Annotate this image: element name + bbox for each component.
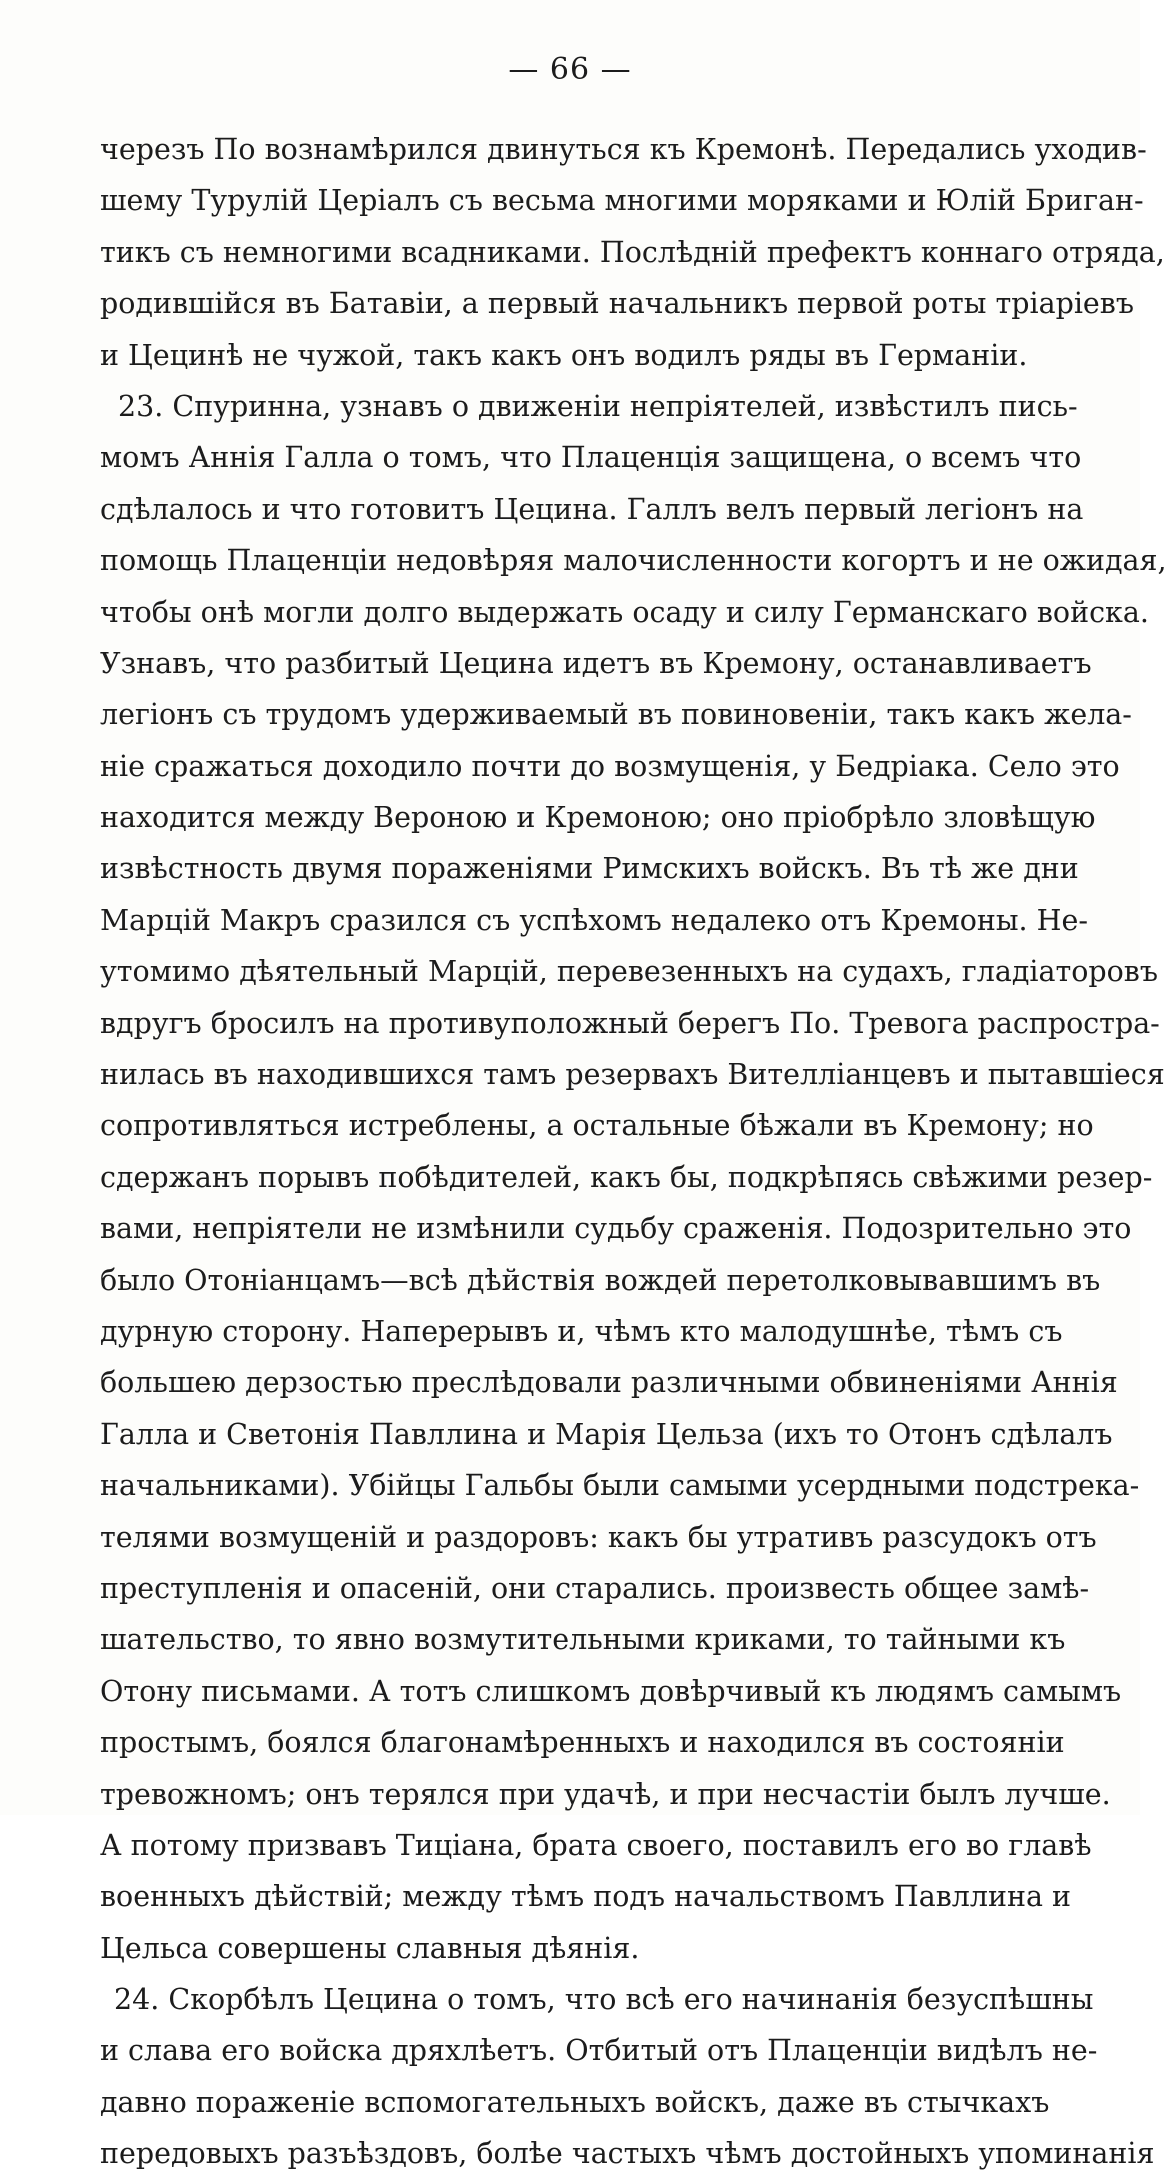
paragraph-23-start: 23. Спуринна, узнавъ о движеніи непріятелей, извѣстилъ пись- bbox=[118, 389, 1078, 423]
text-line: передовыхъ разъѣздовъ, болѣе частыхъ чѣмъ достойныхъ упоминанія bbox=[100, 2137, 1155, 2171]
text-line: тикъ съ немногими всадниками. Послѣдній префектъ коннаго отряда, bbox=[100, 235, 1165, 269]
text-line: черезъ По вознамѣрился двинуться къ Кремонѣ. Передались уходив- bbox=[100, 133, 1147, 166]
text-line: сопротивляться истреблены, а остальные бѣжали въ Кремону; но bbox=[100, 1109, 1094, 1143]
text-line: легіонъ съ трудомъ удерживаемый въ повиновеніи, такъ какъ жела- bbox=[100, 698, 1132, 732]
text-line: нилась въ находившихся тамъ резервахъ Вителліанцевъ и пытавшіеся bbox=[100, 1058, 1165, 1092]
text-line: и слава его войска дряхлѣетъ. Отбитый отъ Плаценціи видѣлъ не- bbox=[100, 2034, 1098, 2068]
text-line: А потому призвавъ Тиціана, брата своего, поставилъ его во главѣ bbox=[100, 1828, 1092, 1862]
page-number: — 66 — bbox=[508, 52, 632, 87]
text-line: Узнавъ, что разбитый Цецина идетъ въ Кремону, останавливаетъ bbox=[100, 646, 1092, 680]
text-line: было Отоніанцамъ—всѣ дѣйствія вождей перетолковывавшимъ въ bbox=[100, 1263, 1101, 1297]
text-line: и Цецинѣ не чужой, такъ какъ онъ водилъ ряды въ Германіи. bbox=[100, 338, 1028, 372]
text-line: дурную сторону. Наперерывъ и, чѣмъ кто малодушнѣе, тѣмъ съ bbox=[100, 1314, 1063, 1348]
text-line: сдѣлалось и что готовитъ Цецина. Галлъ велъ первый легіонъ на bbox=[100, 492, 1084, 526]
text-line: утомимо дѣятельный Марцій, перевезенныхъ на судахъ, гладіаторовъ bbox=[100, 955, 1158, 989]
text-line: Цельса совершены славныя дѣянія. bbox=[100, 1931, 640, 1965]
text-line: телями возмущеній и раздоровъ: какъ бы утративъ разсудокъ отъ bbox=[100, 1520, 1097, 1554]
text-line: тревожномъ; онъ терялся при удачѣ, и при несчастіи былъ лучше. bbox=[100, 1777, 1111, 1811]
text-line: ніе сражаться доходило почти до возмущенія, у Бедріака. Село это bbox=[100, 749, 1120, 783]
text-line: давно пораженіе вспомогательныхъ войскъ, даже въ стычкахъ bbox=[100, 2085, 1050, 2119]
text-line: шательство, то явно возмутительными криками, то тайными къ bbox=[100, 1623, 1066, 1657]
text-line: большею дерзостью преслѣдовали различными обвиненіями Аннія bbox=[100, 1366, 1118, 1400]
text-line: помощь Плаценціи недовѣряя малочисленности когортъ и не ожидая, bbox=[100, 544, 1167, 578]
text-line: начальниками). Убійцы Гальбы были самыми усердными подстрека- bbox=[100, 1469, 1140, 1503]
text-line: Марцій Макръ сразился съ успѣхомъ недалеко отъ Кремоны. Не- bbox=[100, 903, 1088, 937]
text-line: вами, непріятели не измѣнили судьбу сраженія. Подозрительно это bbox=[100, 1212, 1132, 1246]
text-line: Галла и Светонія Павллина и Марія Цельза (ихъ то Отонъ сдѣлалъ bbox=[100, 1417, 1113, 1451]
text-line: сдержанъ порывъ побѣдителей, какъ бы, подкрѣпясь свѣжими резер- bbox=[100, 1160, 1153, 1194]
text-line: момъ Аннія Галла о томъ, что Плаценція защищена, о всемъ что bbox=[100, 441, 1082, 475]
text-line: шему Турулій Церіалъ съ весьма многими моряками и Юлій Бриган- bbox=[100, 184, 1144, 218]
paragraph-24-start: 24. Скорбѣлъ Цецина о томъ, что всѣ его начинанія безуспѣшны bbox=[114, 1983, 1094, 2017]
text-line: преступленія и опасеній, они старались. произвесть общее замѣ- bbox=[100, 1571, 1090, 1605]
text-line: Отону письмами. А тотъ слишкомъ довѣрчивый къ людямъ самымъ bbox=[100, 1674, 1122, 1708]
text-line: находится между Вероною и Кремоною; оно пріобрѣло зловѣщую bbox=[100, 801, 1096, 835]
text-line: вдругъ бросилъ на противуположный берегъ По. Тревога распростра- bbox=[100, 1006, 1160, 1040]
text-line: чтобы онѣ могли долго выдержать осаду и силу Германскаго войска. bbox=[100, 595, 1149, 629]
text-line: военныхъ дѣйствій; между тѣмъ подъ начальствомъ Павллина и bbox=[100, 1880, 1071, 1914]
text-line: простымъ, боялся благонамѣренныхъ и находился въ состояніи bbox=[100, 1726, 1065, 1760]
body-text bbox=[100, 124, 1167, 2180]
text-line: родившійся въ Батавіи, а первый начальникъ первой роты тріаріевъ bbox=[100, 287, 1134, 321]
text-line: извѣстность двумя пораженіями Римскихъ войскъ. Въ тѣ же дни bbox=[100, 852, 1079, 886]
